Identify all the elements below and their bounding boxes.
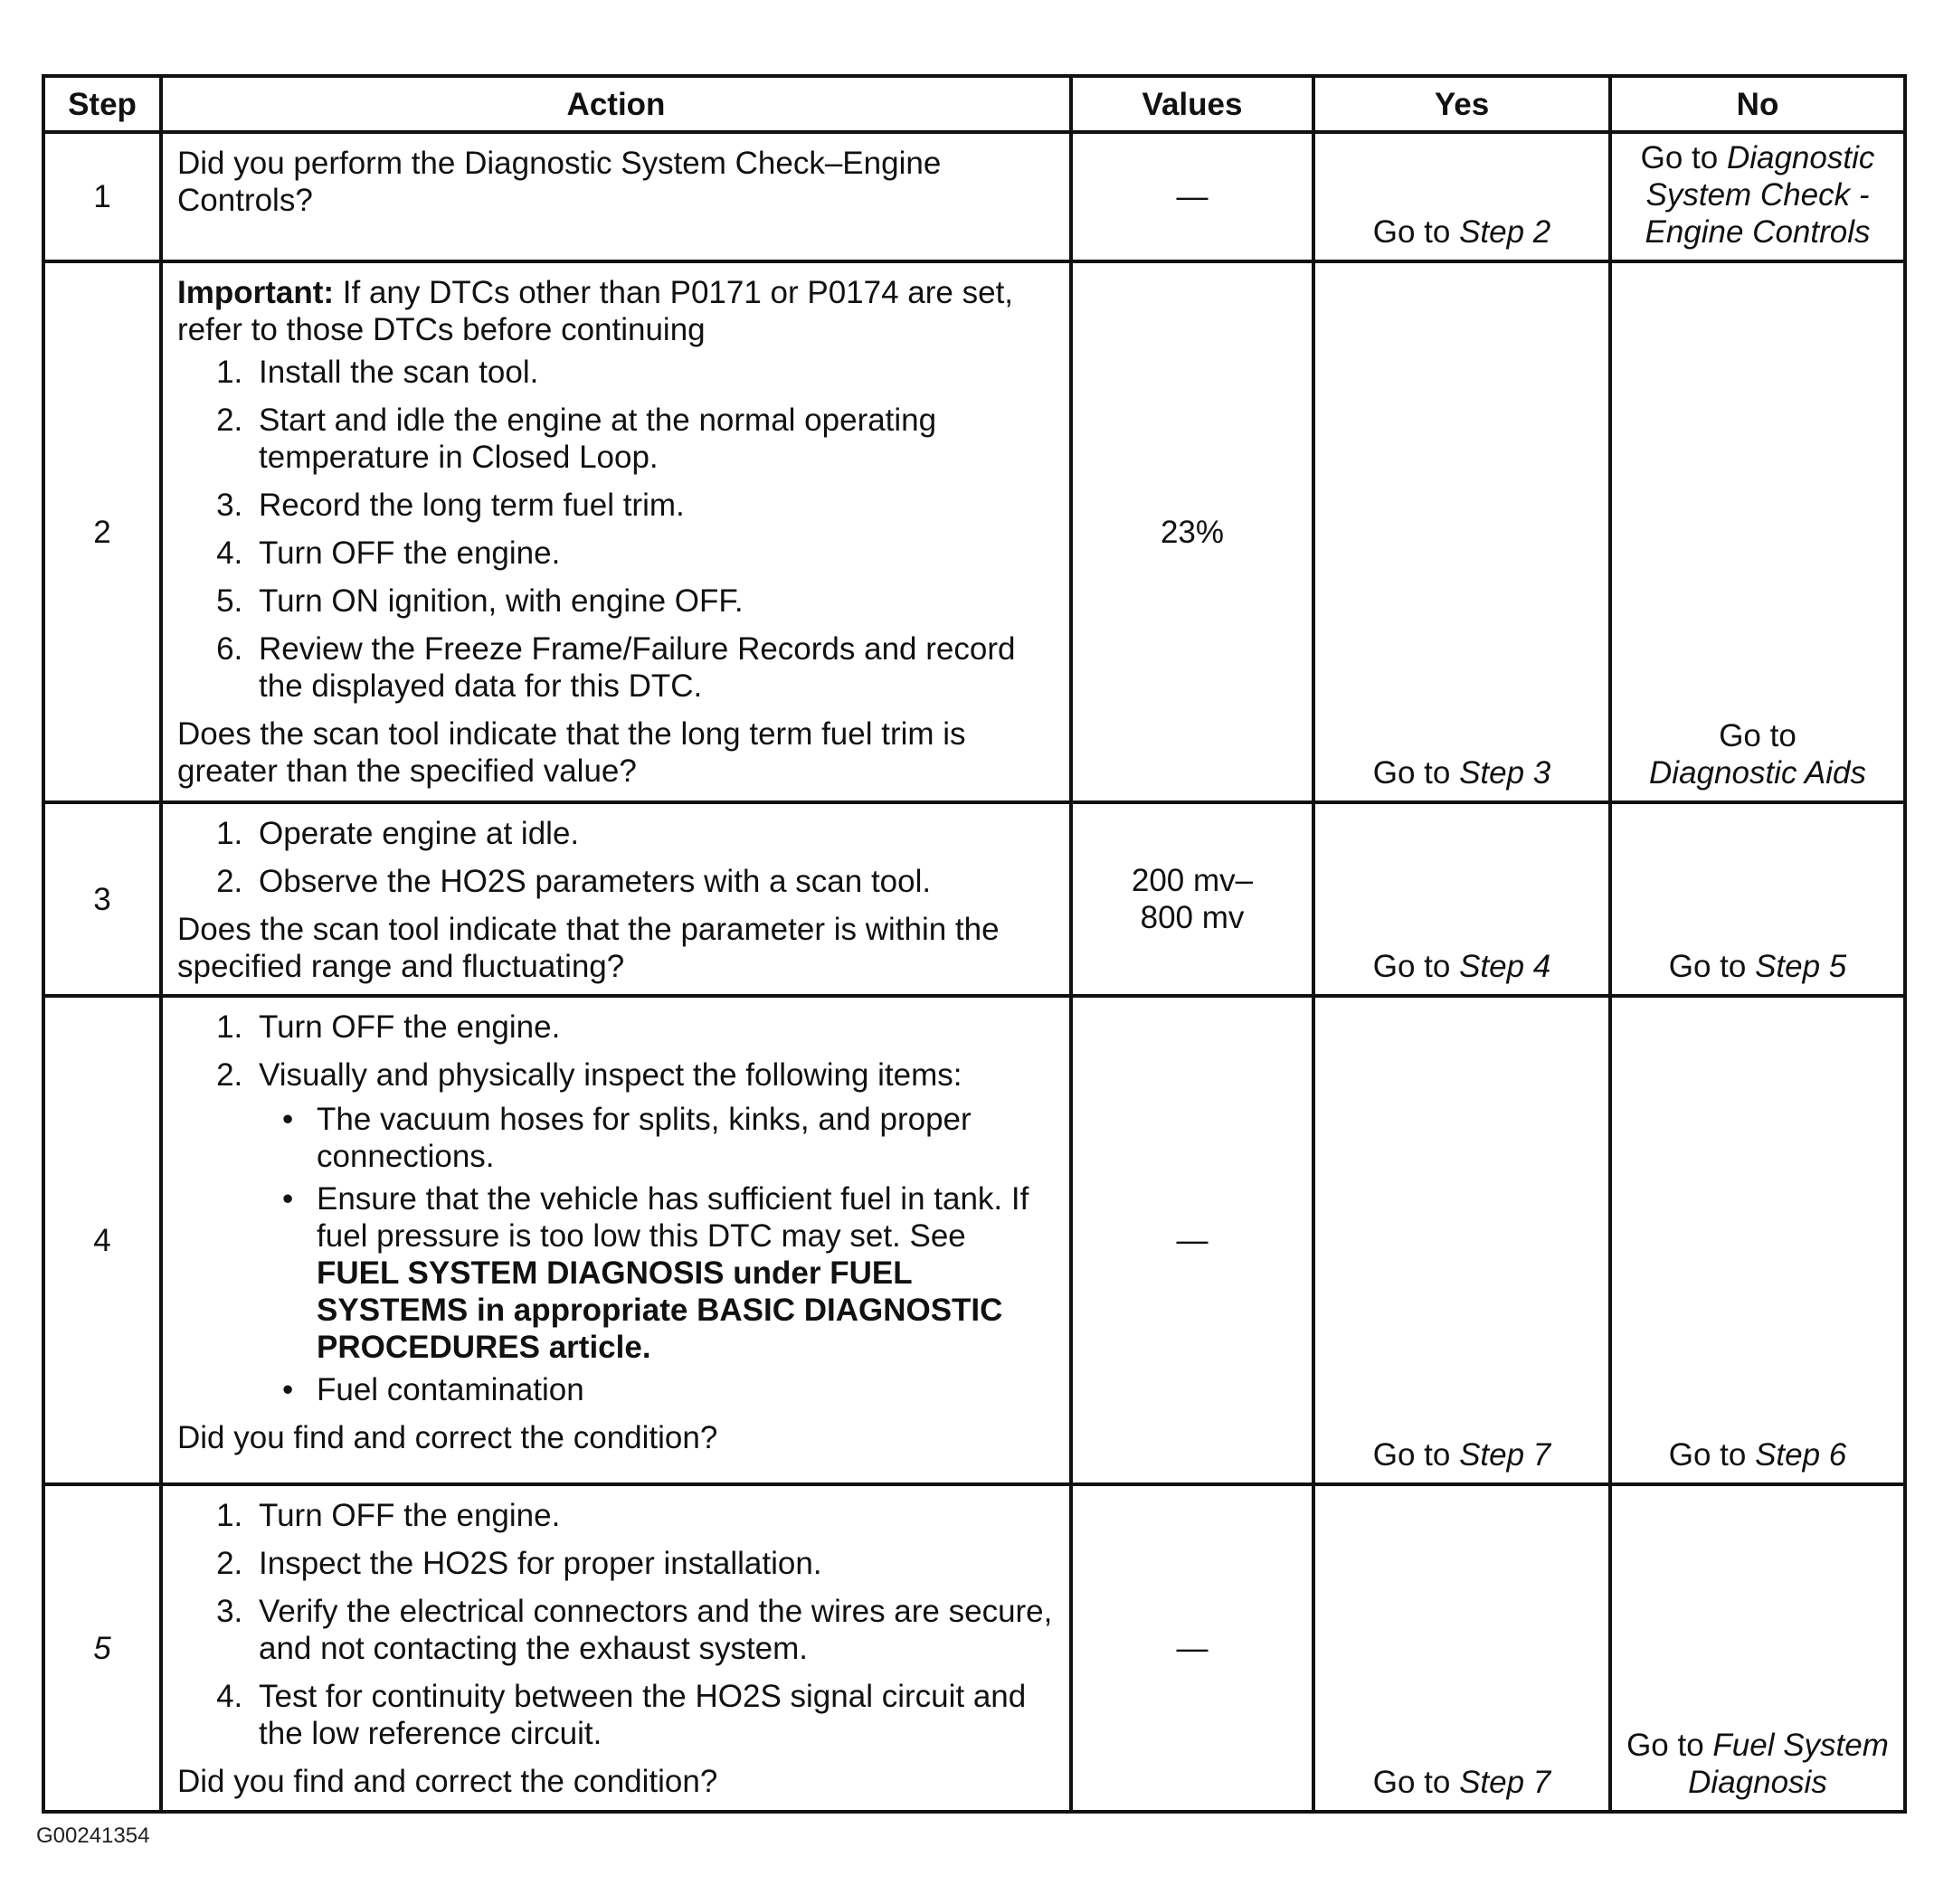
important-label: Important: <box>177 275 335 310</box>
list-item: 5. Turn ON ignition, with engine OFF. <box>251 583 1055 620</box>
value-cell <box>1071 802 1313 996</box>
bullet-item: • The vacuum hoses for splits, kinks, and proper connections. <box>309 1101 1055 1175</box>
value-cell: — <box>1071 996 1313 1484</box>
list-item: 4. Test for continuity between the HO2S signal circuit and the low reference circuit. <box>251 1678 1055 1752</box>
procedure-list <box>177 815 1055 900</box>
yes-prefix: Go to <box>1372 1765 1460 1800</box>
no-cell <box>1610 132 1905 261</box>
yes-target: Step 4 <box>1459 949 1551 984</box>
yes-prefix: Go to <box>1372 755 1460 791</box>
value-line: 800 mv <box>1140 900 1245 935</box>
yes-cell <box>1313 802 1610 996</box>
list-item-text: Visually and physically inspect the following items: <box>259 1057 962 1093</box>
list-item: 4. Turn OFF the engine. <box>251 535 1055 572</box>
header-yes: Yes <box>1313 76 1610 132</box>
value-cell: — <box>1071 132 1313 261</box>
step-number: 5 <box>43 1484 161 1812</box>
table-row-step-1 <box>43 132 1905 261</box>
action-cell <box>161 132 1071 261</box>
no-cell <box>1610 802 1905 996</box>
step-number: 1 <box>43 132 161 261</box>
step-number: 3 <box>43 802 161 996</box>
header-step: Step <box>43 76 161 132</box>
action-question: Did you find and correct the condition? <box>177 1420 718 1455</box>
list-item: 2. Start and idle the engine at the normal operating temperature in Closed Loop. <box>251 402 1055 476</box>
table-row-step-4 <box>43 996 1905 1484</box>
header-action: Action <box>161 76 1071 132</box>
yes-cell <box>1313 1484 1610 1812</box>
no-prefix: Go to <box>1626 1728 1713 1763</box>
header-row <box>43 76 1905 132</box>
no-cell <box>1610 1484 1905 1812</box>
yes-target: Step 7 <box>1459 1765 1551 1800</box>
list-item: 2. Inspect the HO2S for proper installation. <box>251 1545 1055 1582</box>
yes-target: Step 7 <box>1459 1437 1551 1473</box>
list-item: 1. Operate engine at idle. <box>251 815 1055 852</box>
list-item: 1. Install the scan tool. <box>251 354 1055 391</box>
yes-cell <box>1313 261 1610 802</box>
no-target: Step 6 <box>1755 1437 1847 1473</box>
bullet-reference: FUEL SYSTEM DIAGNOSIS under FUEL SYSTEMS in appropriate BASIC DIAGNOSTIC PROCEDURES article. <box>317 1255 1003 1365</box>
step-number: 4 <box>43 996 161 1484</box>
action-cell <box>161 996 1071 1484</box>
list-item: 3. Verify the electrical connectors and the wires are secure, and not contacting the exhaust system. <box>251 1593 1055 1667</box>
procedure-list <box>177 1497 1055 1752</box>
yes-prefix: Go to <box>1372 214 1460 250</box>
no-target: Fuel System Diagnosis <box>1688 1728 1889 1800</box>
table-row-step-2 <box>43 261 1905 802</box>
yes-prefix: Go to <box>1372 1437 1460 1473</box>
value-cell: — <box>1071 1484 1313 1812</box>
list-item: 1. Turn OFF the engine. <box>251 1009 1055 1046</box>
header-no: No <box>1610 76 1905 132</box>
header-values: Values <box>1071 76 1313 132</box>
action-question: Did you find and correct the condition? <box>177 1764 718 1799</box>
no-prefix: Go to <box>1640 140 1727 175</box>
bullet-text: Ensure that the vehicle has sufficient fuel in tank. If fuel pressure is too low this DTC may set. See <box>317 1181 1029 1254</box>
no-prefix: Go to <box>1668 949 1756 984</box>
important-note <box>177 274 1055 348</box>
value-line: 200 mv– <box>1131 863 1254 898</box>
no-cell <box>1610 996 1905 1484</box>
list-item: 6. Review the Freeze Frame/Failure Records and record the displayed data for this DTC. <box>251 630 1055 705</box>
diagnostic-table <box>42 74 1907 1814</box>
action-cell <box>161 261 1071 802</box>
bullet-item: • Fuel contamination <box>309 1371 1055 1408</box>
table-row-step-5 <box>43 1484 1905 1812</box>
yes-cell <box>1313 132 1610 261</box>
step-number: 2 <box>43 261 161 802</box>
no-target: Diagnostic Aids <box>1649 755 1866 791</box>
list-item: 1. Turn OFF the engine. <box>251 1497 1055 1534</box>
yes-target: Step 2 <box>1459 214 1551 250</box>
list-item: 2. Observe the HO2S parameters with a scan tool. <box>251 863 1055 900</box>
action-cell <box>161 1484 1071 1812</box>
action-question: Did you perform the Diagnostic System Check–Engine Controls? <box>177 146 942 218</box>
inspection-bullets <box>259 1101 1055 1408</box>
value-cell: 23% <box>1071 261 1313 802</box>
procedure-list <box>177 354 1055 705</box>
important-text: If any DTCs other than P0171 or P0174 are set, refer to those DTCs before continuing <box>177 275 1014 347</box>
list-item <box>251 1056 1055 1408</box>
no-target: Diagnostic System Check - Engine Controls <box>1645 140 1875 250</box>
action-cell <box>161 802 1071 996</box>
no-prefix: Go to <box>1719 718 1797 753</box>
no-cell <box>1610 261 1905 802</box>
procedure-list <box>177 1009 1055 1408</box>
action-question: Does the scan tool indicate that the parameter is within the specified range and fluctuating? <box>177 912 1000 984</box>
bullet-item <box>309 1180 1055 1366</box>
yes-prefix: Go to <box>1372 949 1460 984</box>
no-prefix: Go to <box>1668 1437 1756 1473</box>
figure-id: G00241354 <box>36 1823 150 1848</box>
yes-target: Step 3 <box>1459 755 1551 791</box>
yes-cell <box>1313 996 1610 1484</box>
table-row-step-3 <box>43 802 1905 996</box>
no-target: Step 5 <box>1755 949 1847 984</box>
list-item: 3. Record the long term fuel trim. <box>251 487 1055 524</box>
action-question: Does the scan tool indicate that the long term fuel trim is greater than the specified value? <box>177 716 966 789</box>
